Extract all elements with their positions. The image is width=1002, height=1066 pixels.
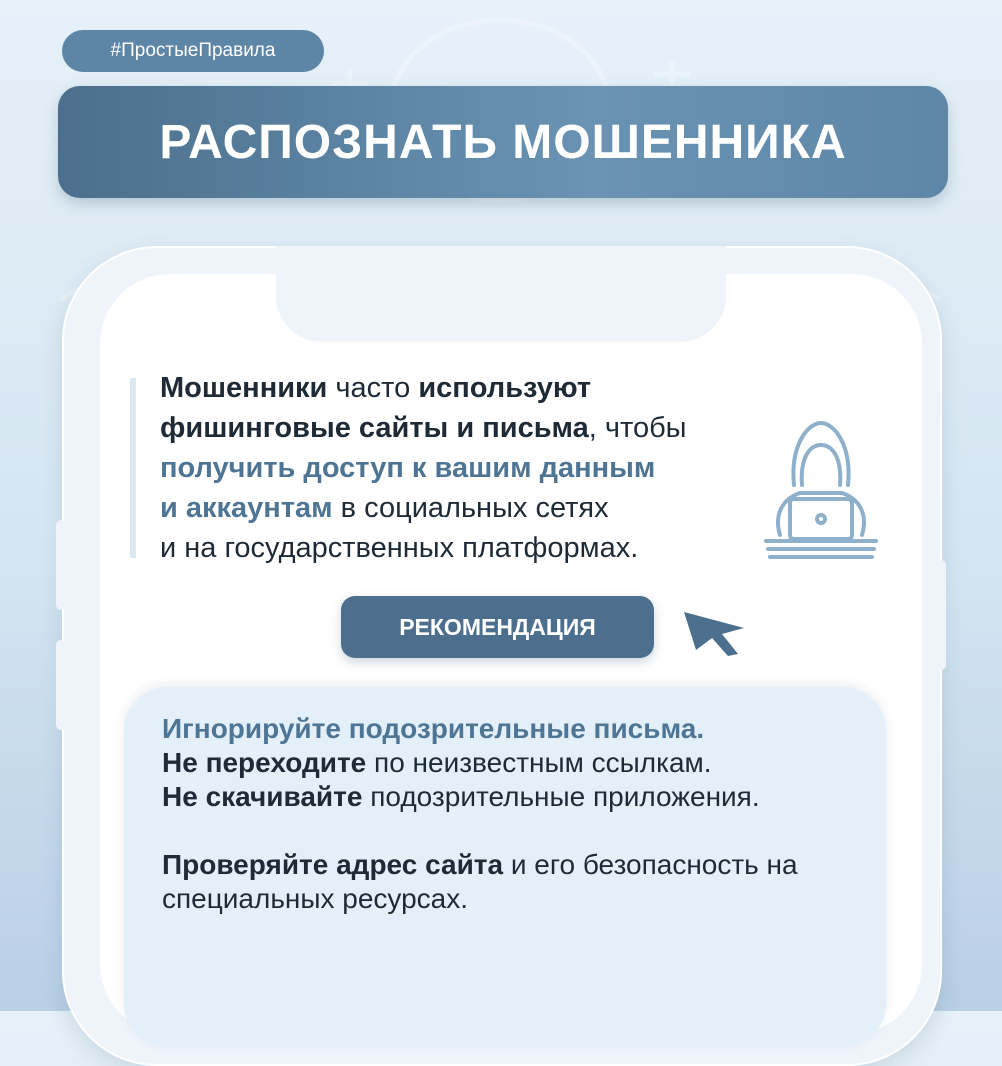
intro-text: Мошенники часто используют фишинговые сайты и письма, чтобы получить доступ к вашим данным и аккаунтам в социальных сетях и на государственных платформах. <box>160 372 687 564</box>
phone-side-button <box>936 560 946 670</box>
rec-no-download: Не скачивайте подозрительные приложения. <box>162 781 760 812</box>
intro-platforms: и на государственных платформах. <box>160 532 639 564</box>
page-title: РАСПОЗНАТЬ МОШЕННИКА <box>58 86 948 198</box>
intro-access: получить доступ к вашим данным <box>160 452 656 484</box>
phone-notch <box>276 246 726 342</box>
phone-side-button <box>56 640 66 730</box>
hacker-icon <box>760 415 882 565</box>
rec-check-site: Проверяйте адрес сайта и его безопасность на специальных ресурсах. <box>162 849 798 914</box>
rec-ignore: Игнорируйте подозрительные письма. <box>162 713 705 744</box>
recommendation-text <box>162 712 852 916</box>
cursor-arrow-icon <box>682 610 748 658</box>
recommendation-button[interactable]: РЕКОМЕНДАЦИЯ <box>341 596 654 658</box>
quote-bar <box>130 378 136 558</box>
intro-accounts: и аккаунтам <box>160 492 333 524</box>
intro-phishing: фишинговые сайты и письма <box>160 412 589 444</box>
intro-fraudsters: Мошенники <box>160 372 328 404</box>
phone-side-button <box>56 520 66 610</box>
rec-no-links: Не переходите по неизвестным ссылкам. <box>162 747 712 778</box>
hashtag-badge: #ПростыеПравила <box>62 30 324 72</box>
